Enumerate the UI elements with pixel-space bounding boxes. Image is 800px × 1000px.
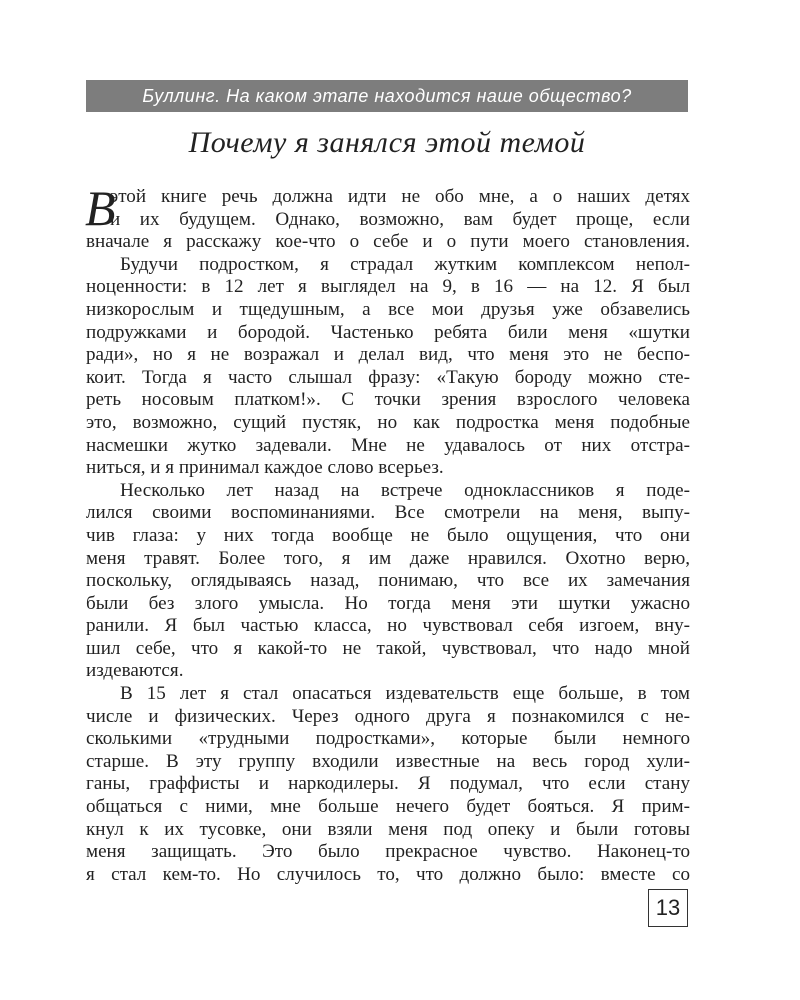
text-line: я стал кем-то. Но случилось то, что должно было: вместе со bbox=[86, 863, 690, 885]
text-line: подружками и бородой. Частенько ребята били меня «шутки bbox=[86, 321, 690, 343]
text-line: лился своими воспоминаниями. Все смотрели на меня, выпу- bbox=[86, 502, 690, 524]
text-line: ноценности: в 12 лет я выглядел на 9, в 16 — на 12. Я был bbox=[86, 276, 690, 298]
text-line: чив глаза: у них тогда вообще не было ощущения, что они bbox=[86, 524, 690, 546]
chapter-title: Почему я занялся этой темой bbox=[188, 126, 586, 159]
first-paragraph-start bbox=[85, 180, 690, 236]
text-line: низкорослым и тщедушным, а все мои друзья уже обзавелись bbox=[86, 298, 690, 320]
text-line: общаться с ними, мне больше нечего будет бояться. Я прим- bbox=[86, 796, 690, 818]
text-line: насмешки жутко задевали. Мне не удавалось от них отстра- bbox=[86, 434, 690, 456]
text-line: вначале я расскажу кое-что о себе и о пути моего становления. bbox=[86, 231, 690, 253]
text-line: поскольку, оглядываясь назад, понимаю, что все их замечания bbox=[86, 570, 690, 592]
text-line: этой книге речь должна идти не обо мне, а о наших детях bbox=[110, 186, 690, 207]
text-line: кнул к их тусовке, они взяли меня под опеку и были готовы bbox=[86, 818, 690, 840]
text-line: сколькими «трудными подростками», которые были немного bbox=[86, 728, 690, 750]
text-line: ниться, и я принимал каждое слово всерьез. bbox=[86, 457, 444, 479]
text-line: ради», но я не возражал и делал вид, что меня это не беспо- bbox=[86, 344, 690, 366]
text-line: были без злого умысла. Но тогда меня эти шутки ужасно bbox=[86, 592, 690, 614]
page-number-box bbox=[648, 889, 688, 927]
text-line: ганы, граффисты и наркодилеры. Я подумал, что если стану bbox=[86, 773, 690, 795]
running-header-title: Буллинг. На каком этапе находится наше общество? bbox=[142, 85, 632, 106]
text-line: старше. В эту группу входили известные на весь город хули- bbox=[86, 750, 690, 772]
page-number: 13 bbox=[655, 895, 681, 920]
body-text bbox=[85, 180, 690, 886]
text-line: Будучи подростком, я страдал жутким комплексом непол- bbox=[120, 253, 690, 275]
text-line: меня защищать. Это было прекрасное чувство. Наконец-то bbox=[86, 841, 690, 863]
text-line: меня травят. Более того, я им даже нравился. Охотно верю, bbox=[86, 547, 690, 569]
text-line: это, возможно, сущий пустяк, но как подростка меня подобные bbox=[86, 411, 690, 433]
text-line: Несколько лет назад на встрече одноклассников я поде- bbox=[120, 479, 690, 501]
running-header bbox=[86, 80, 688, 112]
text-line: шил себе, что я какой-то не такой, чувствовал, что надо мной bbox=[86, 637, 690, 659]
drop-cap: В bbox=[85, 180, 116, 236]
text-line: числе и физических. Через одного друга я познакомился с не- bbox=[86, 705, 690, 727]
text-line: издеваются. bbox=[86, 660, 184, 682]
text-line: В 15 лет я стал опасаться издевательств еще больше, в том bbox=[120, 683, 690, 705]
text-line: реть носовым платком!». С точки зрения взрослого человека bbox=[86, 389, 690, 411]
text-line: и их будущем. Однако, возможно, вам будет проще, если bbox=[110, 208, 690, 230]
text-line: ранили. Я был частью класса, но чувствовал себя изгоем, вну- bbox=[86, 615, 690, 637]
text-line: коит. Тогда я часто слышал фразу: «Такую бороду можно сте- bbox=[86, 366, 690, 388]
